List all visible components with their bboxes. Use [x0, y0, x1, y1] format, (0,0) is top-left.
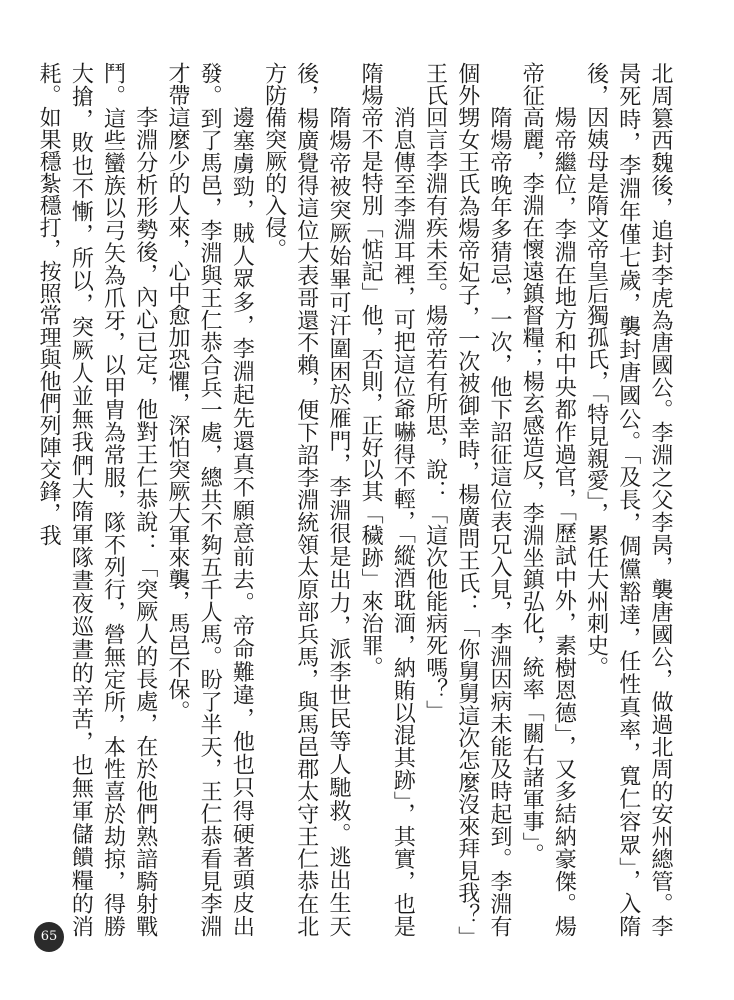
page-number-badge: 65: [34, 922, 64, 952]
paragraph-7: 李淵分析形勢後，內心已定，他對王仁恭說：「突厥人的長處，在於他們熟諳騎射戰鬥。這些蠻族以弓矢為爪牙，以甲胄為常服，隊不列行，營無定所，本性喜於劫掠，得勝大搶，敗也不慚，所以，突厥人並無我們大隋軍隊晝夜巡晝的辛苦，也無軍儲饋糧的消耗。如果穩紮穩打，按照常理與他們列陣交鋒，我: [36, 62, 158, 937]
paragraph-5: 隋煬帝被突厥始畢可汗圍困於雁門，李淵很是出力，派李世民等人馳救。逃出生天後，楊廣覺得這位大表哥還不賴，便下詔李淵統領太原部兵馬，與馬邑郡太守王仁恭在北方防備突厥的入侵。: [261, 62, 351, 937]
paragraph-1: 北周篡西魏後，追封李虎為唐國公。李淵之父李昺，襲唐國公，做過北周的安州總管。李昺死時，李淵年僅七歲，襲封唐國公。「及長，倜儻豁達，任性真率，寬仁容眾」，入隋後，因姨母是隋文帝皇后獨孤氏，「特見親愛」，累任大州刺史。: [583, 62, 673, 937]
paragraph-4: 消息傳至李淵耳裡，可把這位爺嚇得不輕，「縱酒耽湎，納賄以混其跡」，其實，也是隋煬帝不是特別「惦記」他，否則，正好以其「穢跡」來治罪。: [358, 62, 416, 937]
paragraph-6: 邊塞虜勁，賊人眾多，李淵起先還真不願意前去。帝命難違，他也只得硬著頭皮出發。到了馬邑，李淵與王仁恭合兵一處，總共不夠五千人馬。盼了半天，王仁恭看見李淵才帶這麼少的人來，心中愈加恐懼，深怕突厥大軍來襲，馬邑不保。: [164, 62, 255, 937]
paragraph-3: 隋煬帝晚年多猜忌，一次，他下詔征這位表兄入見，李淵因病未能及時起到。李淵有個外甥女王氏為煬帝妃子，一次被御幸時，楊廣問王氏：「你舅舅這次怎麼沒來拜見我？」王氏回言李淵有疾未至。煬帝若有所思，說：「這次他能病死嗎？」: [422, 62, 512, 937]
paragraph-2: 煬帝繼位，李淵在地方和中央都作過官，「歷試中外，素樹恩德」，又多結納豪傑。煬帝征高麗，李淵在懷遠鎮督糧；楊玄感造反，李淵坐鎮弘化，統率「關右諸軍事」。: [519, 62, 577, 937]
vertical-text-block: [32, 62, 676, 937]
